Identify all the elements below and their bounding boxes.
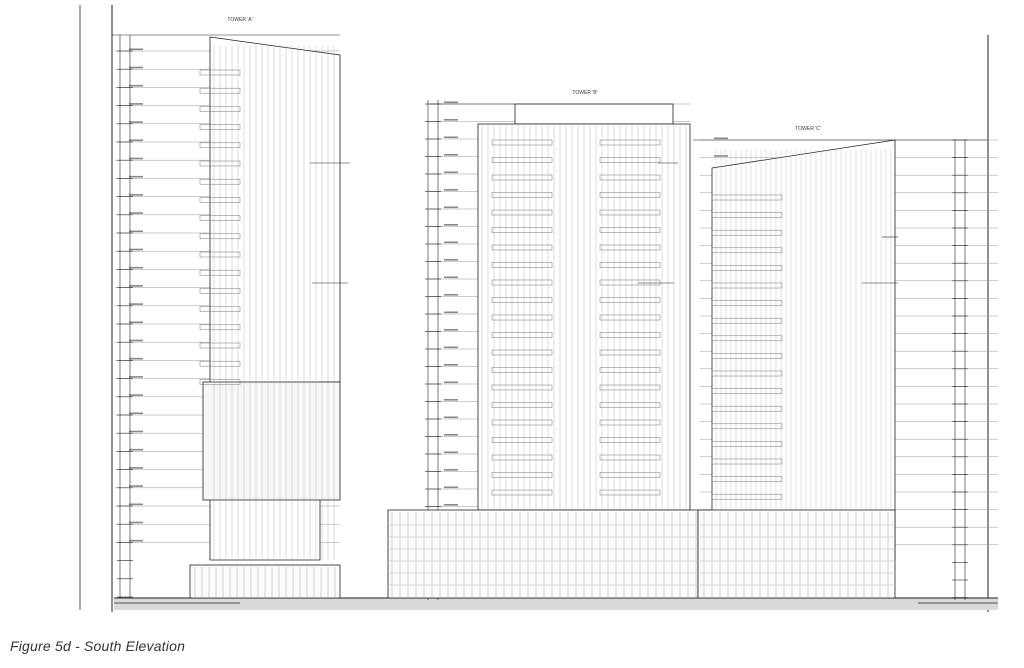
tower-c-outline (712, 140, 895, 560)
tower-b-level-tag (444, 207, 458, 209)
tower-a-level-tag (129, 140, 143, 142)
tower-a-level-tag (129, 67, 143, 69)
tower-a-level-tag (129, 340, 143, 342)
tower-b-level-tag (444, 452, 458, 454)
tower-b-level-tag (444, 417, 458, 419)
tower-a-midblock (203, 382, 340, 500)
tower-b-level-tag (444, 382, 458, 384)
tower-a-level-tag (129, 267, 143, 269)
ground-band (114, 598, 998, 610)
tower-a-level-tag (129, 413, 143, 415)
tower-a-level-tag (129, 231, 143, 233)
tower-b-level-tag (444, 154, 458, 156)
tower-b-crown (515, 104, 673, 124)
tower-b-level-tag (444, 399, 458, 401)
tower-a-label: TOWER 'A' (227, 17, 253, 23)
ground-line (114, 598, 998, 610)
tower-a-level-tag (129, 194, 143, 196)
tower-a-level-tag (129, 322, 143, 324)
tower-a-level-tag (129, 176, 143, 178)
tower-a-level-tag (129, 285, 143, 287)
tower-a-level-tag (129, 376, 143, 378)
tower-b-level-tag (444, 189, 458, 191)
tower-a-level-tag (129, 540, 143, 542)
tower-a-level-tag (129, 431, 143, 433)
tower-a-level-tag (129, 85, 143, 87)
tower-b-level-tag (444, 102, 458, 104)
tower-a-level-tag (129, 212, 143, 214)
tower-b-level-tag (444, 224, 458, 226)
tower-a-level-tag (129, 467, 143, 469)
figure-caption: Figure 5d - South Elevation (10, 638, 186, 654)
tower-b-level-tag (444, 504, 458, 506)
tower-b-level-tag (444, 329, 458, 331)
tower-b-level-tag (444, 119, 458, 121)
tower-a-level-tag (129, 303, 143, 305)
tower-a-level-tag (129, 121, 143, 123)
tower-b-level-tag (444, 347, 458, 349)
tower-a-level-tag (129, 449, 143, 451)
tower-b-level-tag (444, 277, 458, 279)
tower-a-level-tag (129, 394, 143, 396)
tower-a-level-tag (129, 522, 143, 524)
tower-b-level-tag (444, 294, 458, 296)
tower-a (115, 35, 340, 598)
tower-a-level-tag (129, 485, 143, 487)
tower-b-level-tag (444, 312, 458, 314)
tower-c-level-tag (714, 138, 728, 140)
tower-a-level-tag (129, 49, 143, 51)
tower-b-level-tag (444, 259, 458, 261)
tower-a-level-tag (129, 504, 143, 506)
tower-b-level-tag (444, 242, 458, 244)
tower-b-level-tag (444, 469, 458, 471)
tower-b-level-tag (444, 172, 458, 174)
tower-a-level-tag (129, 358, 143, 360)
tower-b-level-tag (444, 434, 458, 436)
tower-b-level-tag (444, 487, 458, 489)
tower-b-level-tag (444, 364, 458, 366)
tower-a-level-tag (129, 103, 143, 105)
tower-a-level-tag (129, 249, 143, 251)
tower-b-level-tag (444, 137, 458, 139)
tower-a-level-tag (129, 158, 143, 160)
tower-b-label: TOWER 'B' (572, 90, 598, 96)
tower-c-label: TOWER 'C' (795, 126, 821, 132)
